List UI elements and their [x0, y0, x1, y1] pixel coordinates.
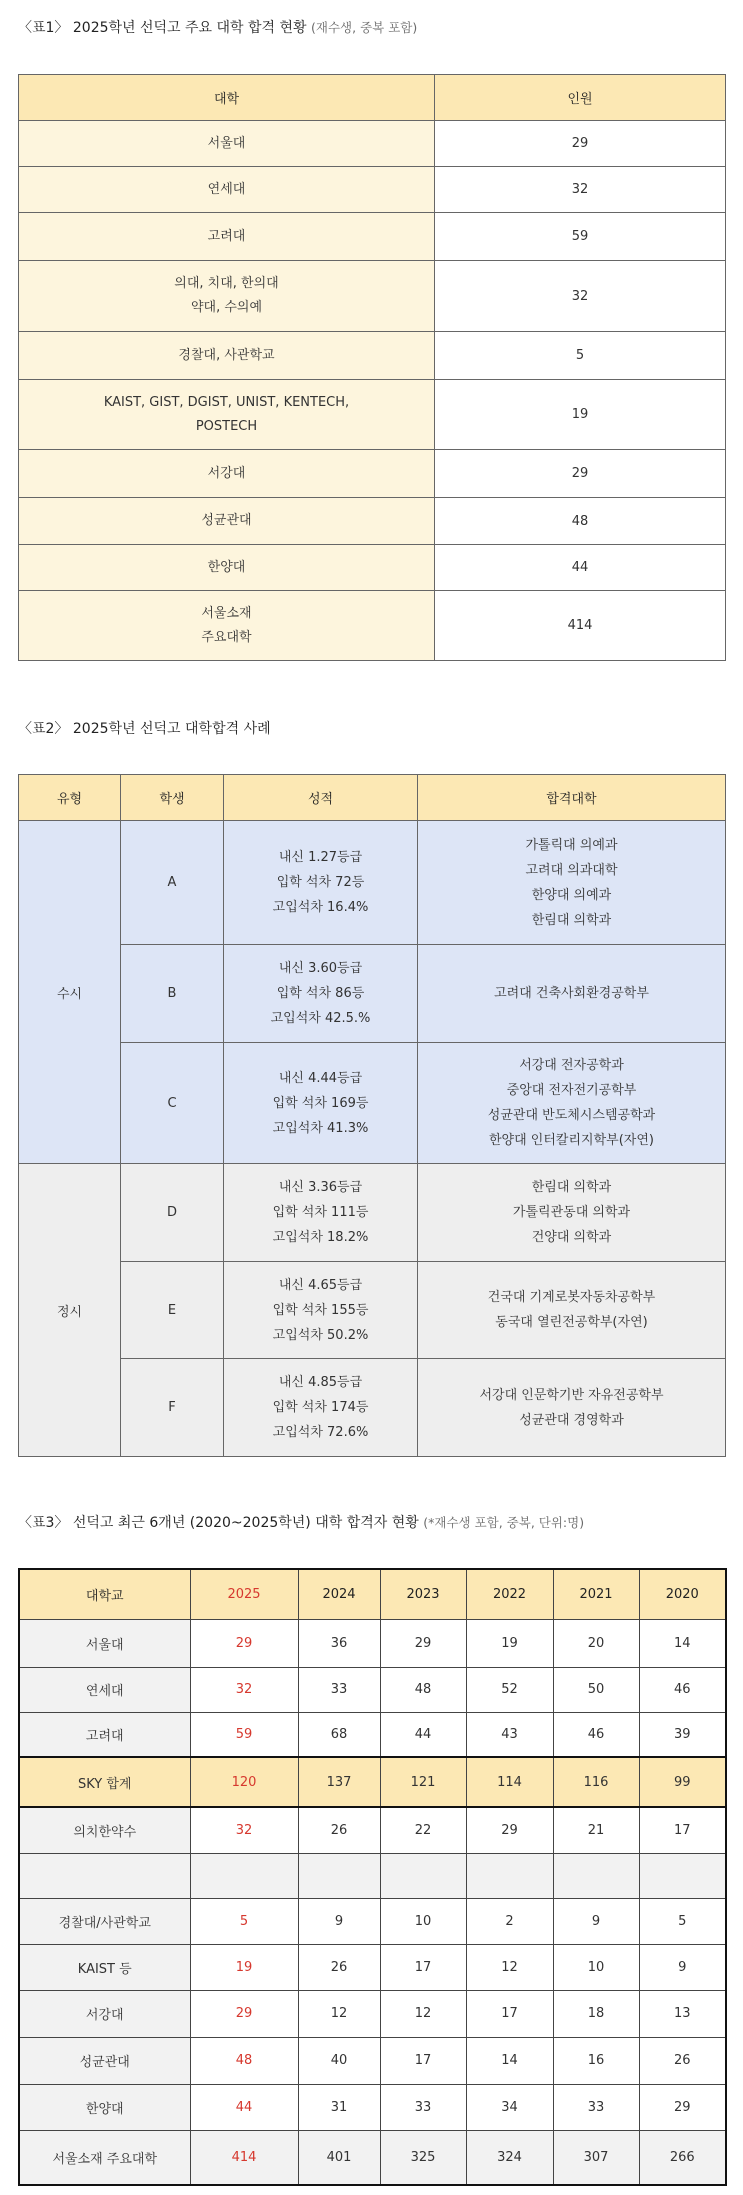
t1-univ-line: 서강대	[207, 465, 246, 481]
t1-row	[19, 121, 726, 167]
t3-cell-2021: 307	[553, 2130, 639, 2185]
t1-count-cell: 32	[435, 167, 726, 213]
t2-grade-line: 입학 석차 72등	[276, 875, 365, 890]
t3-name-cell: 성균관대	[19, 2037, 190, 2084]
t3-name-cell: 의치한약수	[19, 1807, 190, 1853]
t1-univ-line: 서울대	[207, 135, 246, 151]
t3-header-2020: 2020	[639, 1569, 726, 1619]
table3-title	[18, 1513, 584, 1533]
t3-cell-2023: 10	[380, 1898, 466, 1944]
admission-cases-table	[18, 774, 726, 1457]
t1-row	[19, 450, 726, 498]
t3-cell-2021: 16	[553, 2037, 639, 2084]
t3-row-seoul	[19, 1619, 726, 1667]
t3-cell-2024: 33	[298, 1667, 380, 1712]
t2-grades-cell	[224, 945, 418, 1043]
t1-univ-line: KAIST, GIST, DGIST, UNIST, KENTECH,	[103, 394, 350, 410]
t2-univ-line: 성균관대 반도체시스템공학과	[487, 1108, 656, 1123]
t3-cell-2022: 12	[466, 1944, 553, 1990]
t1-univ-cell	[19, 591, 435, 661]
t3-cell-2025: 414	[190, 2130, 298, 2185]
t2-header-type: 유형	[19, 775, 121, 821]
t3-cell-2020: 39	[639, 1712, 726, 1757]
t1-row	[19, 380, 726, 450]
t1-univ-cell	[19, 545, 435, 591]
t1-header-count: 인원	[435, 75, 726, 121]
t3-blank-cell	[19, 1853, 190, 1898]
t3-cell-2025: 5	[190, 1898, 298, 1944]
t2-grade-line: 입학 석차 174등	[272, 1400, 369, 1415]
table2-title	[18, 719, 271, 739]
t2-univ-line: 한림대 의학과	[531, 912, 612, 928]
t3-cell-2022: 43	[466, 1712, 553, 1757]
t1-univ-line: 한양대	[207, 559, 246, 575]
t3-name-cell: 고려대	[19, 1712, 190, 1757]
t3-cell-2024: 137	[298, 1757, 380, 1807]
t3-row-skku	[19, 2037, 726, 2084]
t3-row-sky-total	[19, 1757, 726, 1807]
t2-grade-line: 내신 4.85등급	[278, 1375, 363, 1390]
t2-row-f	[19, 1359, 726, 1457]
t1-univ-cell	[19, 121, 435, 167]
t3-cell-2023: 12	[380, 1990, 466, 2037]
t3-blank-cell	[380, 1853, 466, 1898]
t1-count-cell: 29	[435, 450, 726, 498]
t1-count-cell: 414	[435, 591, 726, 661]
t3-blank-cell	[553, 1853, 639, 1898]
t3-name-cell: SKY 합계	[19, 1757, 190, 1807]
t3-row-kaist	[19, 1944, 726, 1990]
table1-title-note: (재수생, 중복 포함)	[311, 20, 418, 35]
t1-univ-line: 연세대	[207, 181, 246, 197]
t1-row	[19, 332, 726, 380]
t3-blank-cell	[298, 1853, 380, 1898]
t3-name-cell: 서울소재 주요대학	[19, 2130, 190, 2185]
t3-cell-2023: 29	[380, 1619, 466, 1667]
t1-univ-line: 고려대	[207, 228, 246, 244]
t2-univ-line: 건국대 기계로봇자동차공학부	[487, 1290, 656, 1305]
t2-univs-cell	[418, 1359, 726, 1457]
t3-cell-2024: 401	[298, 2130, 380, 2185]
t2-grade-line: 내신 3.60등급	[278, 961, 363, 976]
t1-row	[19, 591, 726, 661]
t2-grades-cell	[224, 821, 418, 945]
t1-count-cell: 59	[435, 213, 726, 261]
t3-name-cell: 연세대	[19, 1667, 190, 1712]
t2-univs-cell	[418, 1164, 726, 1262]
t3-row-korea	[19, 1712, 726, 1757]
t3-cell-2023: 121	[380, 1757, 466, 1807]
t2-univ-line: 가톨릭대 의예과	[525, 837, 618, 853]
t2-univs-cell	[418, 945, 726, 1043]
t3-cell-2024: 40	[298, 2037, 380, 2084]
t3-cell-2025: 32	[190, 1807, 298, 1853]
t3-name-cell: 한양대	[19, 2084, 190, 2130]
table3-title-note: (*재수생 포함, 중복, 단위:명)	[423, 1515, 585, 1530]
t2-grade-line: 입학 석차 155등	[272, 1302, 369, 1318]
t3-cell-2024: 26	[298, 1807, 380, 1853]
t3-cell-2025: 29	[190, 1619, 298, 1667]
t3-cell-2025: 59	[190, 1712, 298, 1757]
t3-cell-2023: 33	[380, 2084, 466, 2130]
t2-grade-line: 고입석차 50.2%	[272, 1327, 369, 1343]
t3-cell-2020: 9	[639, 1944, 726, 1990]
t1-row	[19, 545, 726, 591]
six-year-results-table	[18, 1568, 727, 2186]
t3-cell-2025: 44	[190, 2084, 298, 2130]
t3-cell-2025: 29	[190, 1990, 298, 2037]
t1-univ-line: POSTECH	[195, 418, 258, 434]
t3-cell-2022: 52	[466, 1667, 553, 1712]
t1-univ-line: 서울소재	[201, 605, 252, 621]
t2-row-b	[19, 945, 726, 1043]
table2-title-text: 〈표2〉 2025학년 선덕고 대학합격 사례	[18, 721, 271, 737]
t3-name-cell: 경찰대/사관학교	[19, 1898, 190, 1944]
t2-type-susi: 수시	[19, 821, 121, 1164]
t2-univ-line: 건양대 의학과	[531, 1230, 612, 1245]
t3-cell-2025: 32	[190, 1667, 298, 1712]
t2-univ-line: 중앙대 전자전기공학부	[506, 1083, 637, 1098]
t3-cell-2025: 48	[190, 2037, 298, 2084]
t3-cell-2022: 2	[466, 1898, 553, 1944]
t1-count-cell: 29	[435, 121, 726, 167]
t3-cell-2020: 14	[639, 1619, 726, 1667]
t3-row-police-military	[19, 1898, 726, 1944]
t2-header-row	[19, 775, 726, 821]
t1-univ-cell	[19, 167, 435, 213]
t3-name-cell: 서강대	[19, 1990, 190, 2037]
t1-univ-cell	[19, 261, 435, 332]
t3-cell-2021: 33	[553, 2084, 639, 2130]
t2-univ-line: 성균관대 경영학과	[519, 1412, 624, 1428]
t1-univ-cell	[19, 450, 435, 498]
t2-row-c	[19, 1043, 726, 1164]
t3-cell-2020: 17	[639, 1807, 726, 1853]
t3-cell-2023: 325	[380, 2130, 466, 2185]
t2-grade-line: 고입석차 42.5.%	[270, 1011, 371, 1026]
t3-cell-2021: 50	[553, 1667, 639, 1712]
t3-cell-2025: 120	[190, 1757, 298, 1807]
t2-grade-line: 내신 4.65등급	[278, 1277, 363, 1293]
t2-grade-line: 입학 석차 86등	[276, 986, 365, 1001]
t1-univ-cell	[19, 332, 435, 380]
t2-univ-line: 한양대 인터칼리지학부(자연)	[489, 1133, 654, 1148]
t1-header-univ: 대학	[19, 75, 435, 121]
t2-student: F	[121, 1359, 224, 1457]
t3-row-sogang	[19, 1990, 726, 2037]
t2-student: A	[121, 821, 224, 945]
t2-grades-cell	[224, 1164, 418, 1262]
t3-header-2025: 2025	[190, 1569, 298, 1619]
t3-cell-2023: 44	[380, 1712, 466, 1757]
t3-cell-2024: 68	[298, 1712, 380, 1757]
t2-univ-line: 가톨릭관동대 의학과	[512, 1205, 631, 1220]
t3-header-2024: 2024	[298, 1569, 380, 1619]
t1-univ-cell	[19, 213, 435, 261]
t3-header-2022: 2022	[466, 1569, 553, 1619]
table1-title-text: 〈표1〉 2025학년 선덕고 주요 대학 합격 현황	[18, 20, 307, 36]
t3-cell-2021: 9	[553, 1898, 639, 1944]
t2-grade-line: 내신 1.27등급	[278, 850, 363, 865]
admission-summary-table	[18, 74, 726, 661]
t1-count-cell: 19	[435, 380, 726, 450]
t3-blank-cell	[466, 1853, 553, 1898]
t2-header-univs: 합격대학	[418, 775, 726, 821]
t3-cell-2022: 29	[466, 1807, 553, 1853]
t2-grade-line: 고입석차 16.4%	[272, 900, 369, 915]
t2-student: D	[121, 1164, 224, 1262]
t3-cell-2024: 12	[298, 1990, 380, 2037]
t2-univs-cell	[418, 821, 726, 945]
t3-cell-2021: 10	[553, 1944, 639, 1990]
t3-cell-2024: 31	[298, 2084, 380, 2130]
t3-row-medical	[19, 1807, 726, 1853]
t2-univ-line: 한림대 의학과	[531, 1180, 612, 1195]
t1-count-cell: 32	[435, 261, 726, 332]
t3-cell-2020: 29	[639, 2084, 726, 2130]
t3-cell-2020: 99	[639, 1757, 726, 1807]
t1-row	[19, 261, 726, 332]
t2-grade-line: 입학 석차 111등	[272, 1205, 369, 1220]
t1-header-row	[19, 75, 726, 121]
t3-header-2023: 2023	[380, 1569, 466, 1619]
t1-univ-line: 주요대학	[201, 629, 252, 645]
t1-univ-line: 약대, 수의예	[190, 300, 263, 315]
t2-grades-cell	[224, 1043, 418, 1164]
t2-header-student: 학생	[121, 775, 224, 821]
t3-cell-2021: 21	[553, 1807, 639, 1853]
t2-univ-line: 서강대 인문학기반 자유전공학부	[479, 1387, 664, 1403]
t3-cell-2024: 9	[298, 1898, 380, 1944]
t3-header-2021: 2021	[553, 1569, 639, 1619]
t2-grade-line: 고입석차 18.2%	[272, 1230, 369, 1245]
t1-count-cell: 5	[435, 332, 726, 380]
t1-row	[19, 498, 726, 545]
t3-header-univ: 대학교	[19, 1569, 190, 1619]
table3-title-text: 〈표3〉 선덕고 최근 6개년 (2020~2025학년) 대학 합격자 현황	[18, 1515, 419, 1531]
t3-cell-2022: 14	[466, 2037, 553, 2084]
t2-grades-cell	[224, 1262, 418, 1359]
t2-univ-line: 고려대 의과대학	[525, 862, 618, 878]
t2-student: B	[121, 945, 224, 1043]
t2-header-grades: 성적	[224, 775, 418, 821]
t3-cell-2024: 36	[298, 1619, 380, 1667]
t1-row	[19, 167, 726, 213]
t3-blank-cell	[190, 1853, 298, 1898]
t3-cell-2023: 22	[380, 1807, 466, 1853]
t3-cell-2020: 266	[639, 2130, 726, 2185]
t2-univ-line: 동국대 열린전공학부(자연)	[495, 1315, 648, 1330]
t3-blank-cell	[639, 1853, 726, 1898]
t2-univs-cell	[418, 1043, 726, 1164]
t1-univ-line: 성균관대	[201, 513, 252, 528]
t2-univ-line: 고려대 건축사회환경공학부	[494, 986, 649, 1001]
t1-univ-line: 경찰대, 사관학교	[178, 347, 275, 363]
t2-univ-line: 한양대 의예과	[531, 887, 612, 903]
t2-type-jeongsi: 정시	[19, 1164, 121, 1457]
t3-cell-2022: 324	[466, 2130, 553, 2185]
t3-cell-2024: 26	[298, 1944, 380, 1990]
t2-row-a	[19, 821, 726, 945]
t3-cell-2020: 13	[639, 1990, 726, 2037]
t1-univ-cell	[19, 380, 435, 450]
t3-cell-2022: 17	[466, 1990, 553, 2037]
t3-cell-2021: 18	[553, 1990, 639, 2037]
t1-count-cell: 48	[435, 498, 726, 545]
t3-cell-2021: 20	[553, 1619, 639, 1667]
t2-grade-line: 입학 석차 169등	[272, 1095, 369, 1111]
t1-row	[19, 213, 726, 261]
t2-row-d	[19, 1164, 726, 1262]
t2-univ-line: 서강대 전자공학과	[519, 1058, 624, 1073]
t3-row-seoul-major-total	[19, 2130, 726, 2185]
t3-cell-2023: 17	[380, 2037, 466, 2084]
t3-cell-2020: 5	[639, 1898, 726, 1944]
t2-grade-line: 고입석차 72.6%	[272, 1425, 369, 1440]
t2-grade-line: 내신 3.36등급	[278, 1180, 363, 1195]
t3-cell-2020: 26	[639, 2037, 726, 2084]
t1-univ-line: 의대, 치대, 한의대	[174, 276, 279, 291]
t3-cell-2023: 17	[380, 1944, 466, 1990]
t3-cell-2021: 46	[553, 1712, 639, 1757]
t3-row-spacer	[19, 1853, 726, 1898]
t1-univ-cell	[19, 498, 435, 545]
t3-cell-2023: 48	[380, 1667, 466, 1712]
t3-cell-2022: 19	[466, 1619, 553, 1667]
t3-cell-2020: 46	[639, 1667, 726, 1712]
t1-count-cell: 44	[435, 545, 726, 591]
t2-grade-line: 고입석차 41.3%	[272, 1120, 369, 1136]
t3-cell-2022: 114	[466, 1757, 553, 1807]
t3-cell-2021: 116	[553, 1757, 639, 1807]
t3-row-yonsei	[19, 1667, 726, 1712]
t2-univs-cell	[418, 1262, 726, 1359]
t3-name-cell: 서울대	[19, 1619, 190, 1667]
t3-header-row	[19, 1569, 726, 1619]
t3-cell-2025: 19	[190, 1944, 298, 1990]
table1-title	[18, 18, 417, 38]
t3-row-hanyang	[19, 2084, 726, 2130]
t2-grades-cell	[224, 1359, 418, 1457]
t2-student: C	[121, 1043, 224, 1164]
t2-student: E	[121, 1262, 224, 1359]
t3-name-cell: KAIST 등	[19, 1944, 190, 1990]
t2-grade-line: 내신 4.44등급	[278, 1070, 363, 1086]
t2-row-e	[19, 1262, 726, 1359]
t3-cell-2022: 34	[466, 2084, 553, 2130]
